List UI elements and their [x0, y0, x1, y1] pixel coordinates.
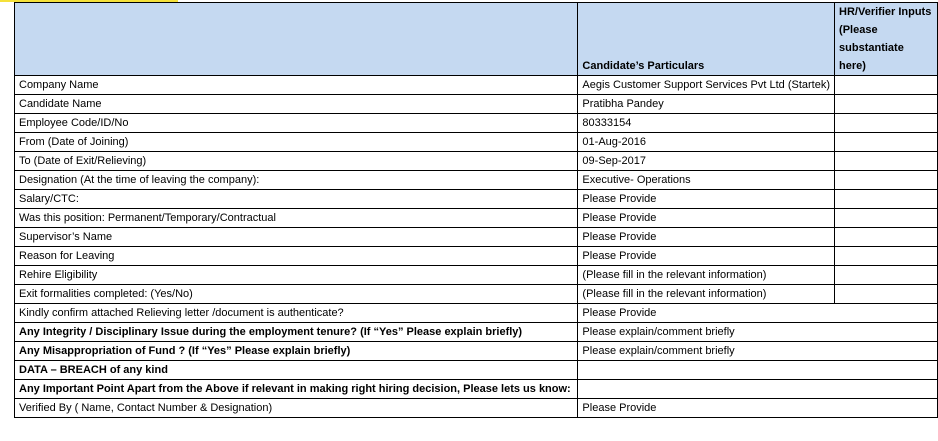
- row-value: Please Provide: [578, 304, 938, 323]
- table-row: [15, 152, 938, 171]
- row-value: 80333154: [578, 114, 835, 133]
- row-value[interactable]: [578, 361, 938, 380]
- row-label: Kindly confirm attached Relieving letter /document is authenticate?: [15, 304, 578, 323]
- row-value: Aegis Customer Support Services Pvt Ltd (Startek): [578, 76, 835, 95]
- row-value: Please Provide: [578, 228, 835, 247]
- header-candidate-particulars: Candidate’s Particulars: [578, 3, 835, 76]
- table-row: [15, 399, 938, 418]
- row-label: Rehire Eligibility: [15, 266, 578, 285]
- verification-form-table: [14, 2, 938, 418]
- table-row: [15, 380, 938, 399]
- row-label: Exit formalities completed: (Yes/No): [15, 285, 578, 304]
- row-verifier-input[interactable]: [835, 95, 938, 114]
- row-verifier-input[interactable]: [835, 114, 938, 133]
- row-label: Candidate Name: [15, 95, 578, 114]
- row-verifier-input[interactable]: [835, 285, 938, 304]
- table-row: [15, 285, 938, 304]
- table-row: [15, 304, 938, 323]
- row-label: Supervisor’s Name: [15, 228, 578, 247]
- header-blank-cell: [15, 3, 578, 76]
- row-verifier-input[interactable]: [835, 171, 938, 190]
- table-row: [15, 95, 938, 114]
- row-verifier-input[interactable]: [835, 266, 938, 285]
- table-row: [15, 76, 938, 95]
- table-row: [15, 323, 938, 342]
- row-label: Company Name: [15, 76, 578, 95]
- row-label: Salary/CTC:: [15, 190, 578, 209]
- row-verifier-input[interactable]: [835, 190, 938, 209]
- row-verifier-input[interactable]: [835, 76, 938, 95]
- row-label: Any Integrity / Disciplinary Issue during the employment tenure? (If “Yes” Please explain briefly): [15, 323, 578, 342]
- row-value[interactable]: [578, 380, 938, 399]
- row-value: Please explain/comment briefly: [578, 323, 938, 342]
- table-row: [15, 209, 938, 228]
- table-row: [15, 171, 938, 190]
- row-value: (Please fill in the relevant information): [578, 266, 835, 285]
- row-label: Was this position: Permanent/Temporary/Contractual: [15, 209, 578, 228]
- row-label: Designation (At the time of leaving the company):: [15, 171, 578, 190]
- row-value: Please Provide: [578, 190, 835, 209]
- row-label: From (Date of Joining): [15, 133, 578, 152]
- row-verifier-input[interactable]: [835, 209, 938, 228]
- row-label: To (Date of Exit/Relieving): [15, 152, 578, 171]
- row-label: Verified By ( Name, Contact Number & Designation): [15, 399, 578, 418]
- table-row: [15, 342, 938, 361]
- table-row: [15, 190, 938, 209]
- row-value: Please explain/comment briefly: [578, 342, 938, 361]
- table-row: [15, 114, 938, 133]
- row-label: Any Important Point Apart from the Above if relevant in making right hiring decision, Please lets us know:: [15, 380, 578, 399]
- row-label: Any Misappropriation of Fund ? (If “Yes” Please explain briefly): [15, 342, 578, 361]
- row-label: Employee Code/ID/No: [15, 114, 578, 133]
- row-value: Please Provide: [578, 247, 835, 266]
- row-value: Executive- Operations: [578, 171, 835, 190]
- row-value: 01-Aug-2016: [578, 133, 835, 152]
- row-value: (Please fill in the relevant information): [578, 285, 835, 304]
- row-verifier-input[interactable]: [835, 152, 938, 171]
- table-row: [15, 133, 938, 152]
- row-value: Pratibha Pandey: [578, 95, 835, 114]
- table-row: [15, 361, 938, 380]
- row-verifier-input[interactable]: [835, 228, 938, 247]
- row-verifier-input[interactable]: [835, 133, 938, 152]
- table-row: [15, 228, 938, 247]
- row-value: Please Provide: [578, 399, 938, 418]
- header-verifier-inputs: HR/Verifier Inputs (Please substantiate here): [835, 3, 938, 76]
- table-row: [15, 247, 938, 266]
- row-value: Please Provide: [578, 209, 835, 228]
- table-row: [15, 266, 938, 285]
- row-value: 09-Sep-2017: [578, 152, 835, 171]
- header-row: [15, 3, 938, 76]
- row-label: Reason for Leaving: [15, 247, 578, 266]
- row-verifier-input[interactable]: [835, 247, 938, 266]
- row-label: DATA – BREACH of any kind: [15, 361, 578, 380]
